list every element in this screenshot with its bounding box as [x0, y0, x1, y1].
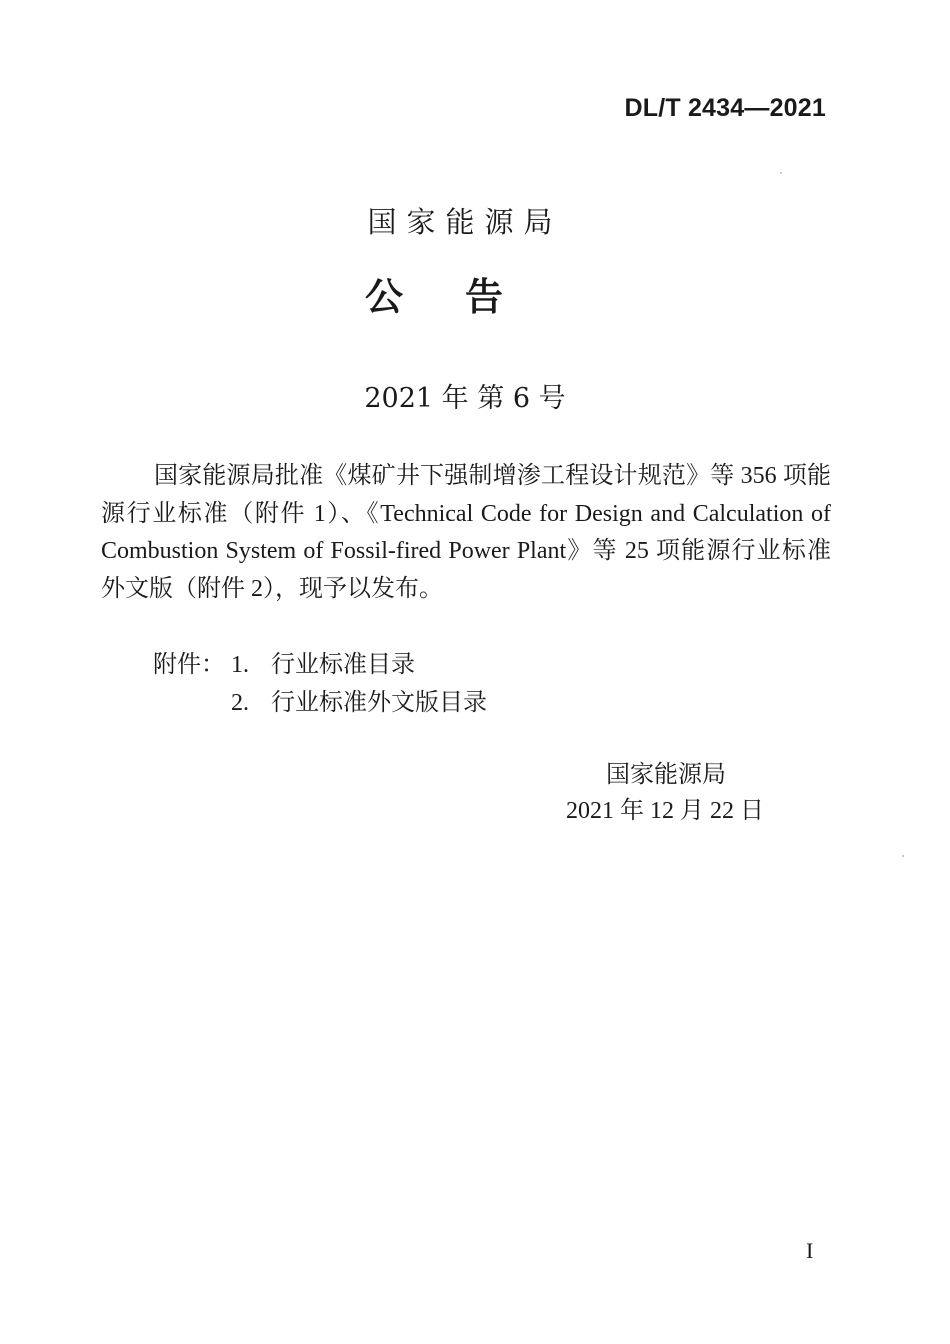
signature-date: 2021 年 12 月 22 日 [566, 798, 764, 824]
signature-block [566, 756, 786, 830]
attachment-number: 1. [231, 652, 249, 678]
signature-organization: 国家能源局 [606, 760, 726, 788]
attachment-item [153, 646, 487, 684]
page-number: I [806, 1238, 814, 1263]
notice-number: 2021 年 第 6 号 [364, 383, 566, 414]
attachments-list [153, 646, 487, 722]
standard-code: DL/T 2434—2021 [624, 94, 826, 122]
issuer-heading: 国家能源局 [367, 205, 563, 239]
scan-speck [902, 855, 904, 857]
notice-heading: 公告 [364, 275, 565, 319]
scan-speck [780, 172, 782, 174]
attachment-item [153, 684, 487, 722]
attachments-label: 附件： [153, 652, 225, 678]
attachment-number: 2. [231, 690, 249, 716]
notice-body-paragraph: 国家能源局批准《煤矿井下强制增渗工程设计规范》等 356 项能源行业标准（附件 1）、《Technical Code for Design and Calculation of Combustion System of Fossil-fired Power Plant》等 25 项能源行业标准外文版（附件 2），现予以发布。 [101, 463, 831, 602]
attachment-title: 行业标准目录 [271, 652, 415, 678]
attachment-title: 行业标准外文版目录 [271, 690, 487, 716]
